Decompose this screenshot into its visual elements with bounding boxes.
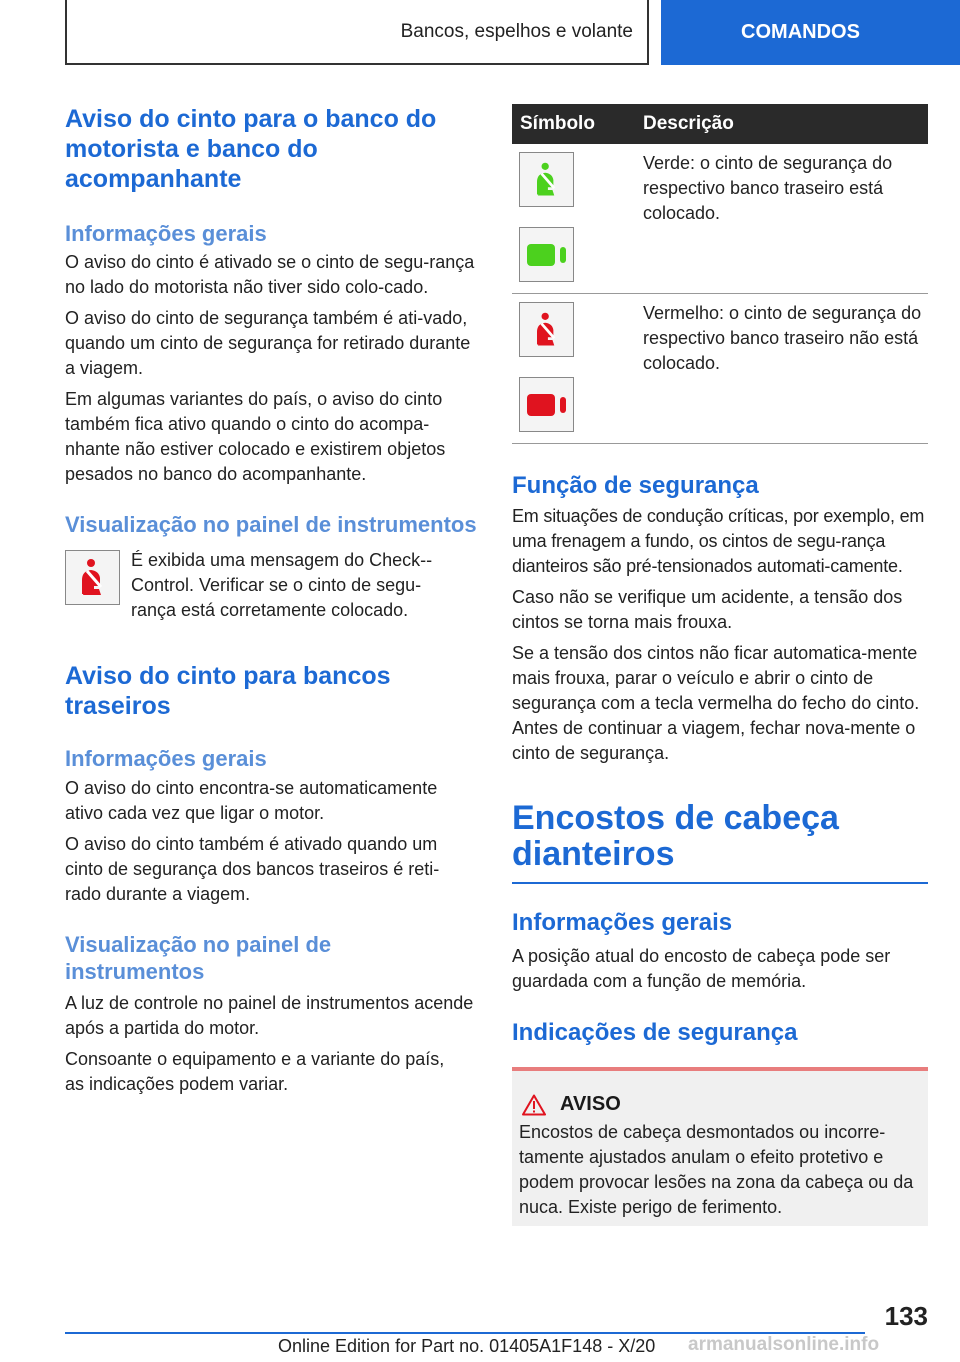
symbol-cell [512, 144, 643, 293]
heading-general-info-2: Informações gerais [65, 746, 267, 771]
row-description-green: Verde: o cinto de segurança do respectivo banco traseiro está colocado. [643, 153, 893, 223]
paragraph-safety-1: Em situações de condução críticas, por exemplo, em uma frenagem a fundo, os cintos de segu-rança dianteiros são pré-tensionados automati-camente. [512, 506, 925, 576]
paragraph-rear-1: O aviso do cinto encontra-se automaticamente ativo cada vez que ligar o motor. [65, 778, 438, 823]
heading-rear-seatbelt-warning: Aviso do cinto para bancos traseiros [65, 662, 391, 720]
running-header-section [65, 0, 649, 65]
heading-general-info-1: Informações gerais [65, 221, 267, 246]
symbol-cell [512, 294, 643, 443]
warning-box [512, 1067, 928, 1226]
seatbelt-warning-icon [65, 550, 120, 605]
table-header [512, 104, 928, 144]
warning-text: Encostos de cabeça desmontados ou incorre-tamente ajustados anulam o efeito protetivo e podem provocar lesões na zona da cabeça ou da nuca. Existe perigo de ferimento. [519, 1122, 914, 1217]
chapter-tab [661, 0, 960, 65]
symbol-table [512, 104, 928, 444]
section-title: Bancos, espelhos e volante [400, 20, 633, 42]
paragraph-rear-3: A luz de controle no painel de instrumentos acende após a partida do motor. [65, 993, 474, 1038]
heading-safety-function: Função de segurança [512, 472, 759, 499]
warning-title: AVISO [560, 1093, 621, 1115]
rear-seat-green-icon [519, 227, 574, 282]
rear-seat-red-icon [519, 377, 574, 432]
column-header-description: Descrição [643, 113, 734, 134]
heading-instrument-display-1: Visualização no painel de instrumentos [65, 512, 477, 537]
heading-safety-notes: Indicações de segurança [512, 1019, 798, 1046]
warning-triangle-icon [522, 1094, 546, 1116]
section-divider [512, 882, 928, 884]
chapter-title: COMANDOS [741, 21, 860, 43]
paragraph-front-1: O aviso do cinto é ativado se o cinto de segu-rança no lado do motorista não tiver sido colo-cado. [65, 252, 475, 297]
paragraph-rear-2: O aviso do cinto também é ativado quando um cinto de segurança dos bancos traseiros é reti-rado durante a viagem. [65, 834, 440, 904]
watermark: armanualsonline.info [688, 1334, 880, 1355]
heading-front-headrests: Encostos de cabeça dianteiros [512, 799, 839, 873]
paragraph-safety-2: Caso não se verifique um acidente, a tensão dos cintos se torna mais frouxa. [512, 587, 903, 632]
paragraph-front-2: O aviso do cinto de segurança também é ati-vado, quando um cinto de segurança for retirado durante a viagem. [65, 308, 471, 378]
paragraph-front-3: Em algumas variantes do país, o aviso do cinto também fica ativo quando o cinto do acompa-nhante não estiver colocado e existirem objetos pesados no banco do acompanhante. [65, 389, 446, 484]
right-column [512, 104, 928, 1226]
seatbelt-green-icon [519, 152, 574, 207]
seatbelt-red-icon [519, 302, 574, 357]
row-description-red: Vermelho: o cinto de segurança do respectivo banco traseiro não está colocado. [643, 303, 922, 373]
table-row [512, 294, 928, 444]
page-number: 133 [884, 1301, 928, 1331]
edition-note: Online Edition for Part no. 01405A1F148 - X/20 [278, 1336, 656, 1356]
heading-instrument-display-2: Visualização no painel de instrumentos [65, 932, 332, 984]
display-message-block [65, 548, 477, 623]
table-row [512, 144, 928, 294]
warning-header [519, 1093, 920, 1116]
column-header-symbol: Símbolo [520, 113, 595, 134]
heading-front-seatbelt-warning: Aviso do cinto para o banco do motorista e banco do acompanhante [65, 105, 437, 193]
heading-general-info: Informações gerais [512, 909, 733, 936]
paragraph-rear-4: Consoante o equipamento e a variante do país, as indicações podem variar. [65, 1049, 445, 1094]
paragraph-headrest-1: A posição atual do encosto de cabeça pode ser guardada com a função de memória. [512, 946, 891, 991]
display-message-text: É exibida uma mensagem do Check--Control. Verificar se o cinto de segu-rança está corretamente colocado. [131, 550, 433, 620]
paragraph-safety-3: Se a tensão dos cintos não ficar automatica-mente mais frouxa, parar o veículo e abrir o cinto de segurança com a tecla vermelha do fecho do cinto. Antes de continuar a viagem, fechar nova-mente o cinto de segurança. [512, 643, 920, 763]
left-column [65, 104, 477, 1097]
